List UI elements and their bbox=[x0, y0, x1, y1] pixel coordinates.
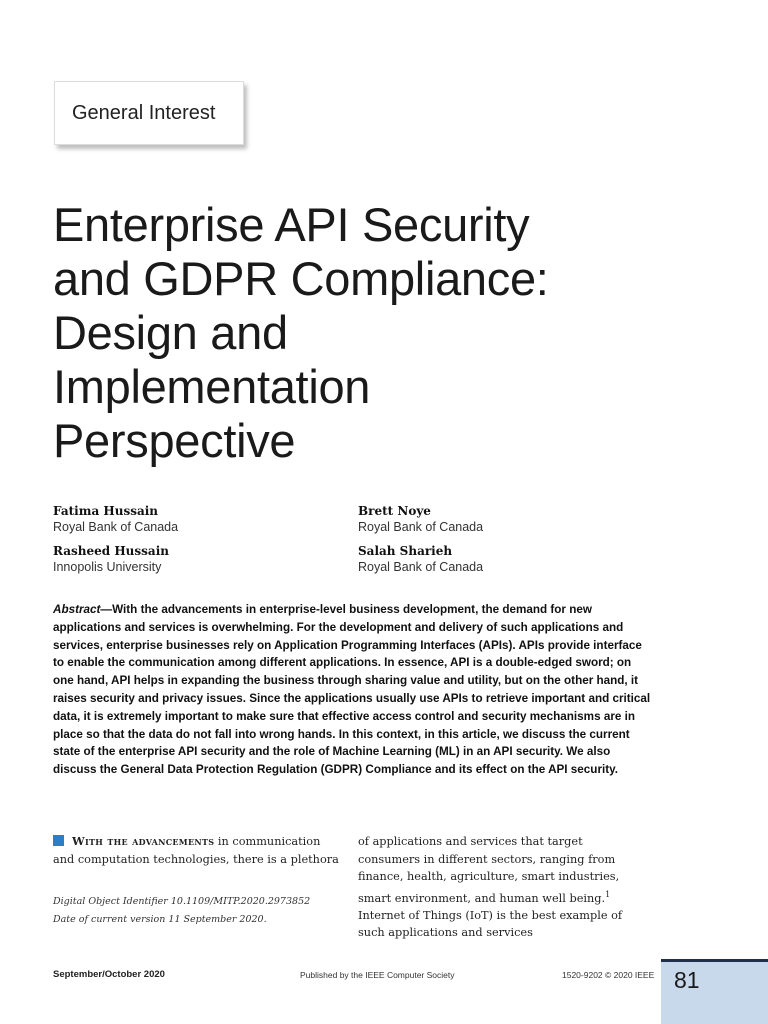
author-block bbox=[358, 544, 483, 574]
author-name: Salah Sharieh bbox=[358, 544, 453, 558]
abstract bbox=[53, 601, 653, 779]
body-text: in communication and computation technologies, there is a plethora bbox=[53, 835, 339, 866]
page-number: 81 bbox=[674, 967, 700, 993]
reference-marker[interactable]: 1 bbox=[605, 889, 611, 899]
section-marker-icon bbox=[53, 835, 64, 846]
body-column-right bbox=[358, 833, 648, 942]
author-affiliation: Royal Bank of Canada bbox=[53, 520, 179, 534]
author-affiliation: Royal Bank of Canada bbox=[358, 560, 484, 574]
author-name: Fatima Hussain bbox=[53, 504, 159, 518]
footer-publisher: Published by the IEEE Computer Society bbox=[300, 970, 455, 980]
body-column-left bbox=[53, 833, 343, 868]
body-text: Internet of Things (IoT) is the best example of such applications and services bbox=[358, 908, 623, 940]
doi-identifier: Digital Object Identifier 10.1109/MITP.2020.2973852 bbox=[53, 896, 311, 907]
author-affiliation: Innopolis University bbox=[53, 560, 162, 574]
author-block bbox=[53, 544, 169, 574]
author-block bbox=[53, 504, 178, 534]
page-number-box bbox=[661, 959, 768, 1024]
section-label: General Interest bbox=[72, 101, 216, 124]
footer-copyright: 1520-9202 © 2020 IEEE bbox=[562, 970, 655, 980]
author-affiliation: Royal Bank of Canada bbox=[358, 520, 484, 534]
section-tag bbox=[54, 81, 244, 145]
abstract-text: —With the advancements in enterprise-level business development, the demand for new applications and services is overwhelming. For the development and delivery of such applications and services, enterprise businesses rely on Application Programming Interfaces (APIs). APIs provide interface to enable the communication among different applications. In essence, API is a double-edged sword; on one hand, API helps in expanding the business through sharing value and utility, but on the other hand, it raises security and privacy issues. Since the applications usually use APIs to retrieve important and critical data, it is extremely important to make sure that effective access control and security mechanisms are in place so that the data do not fall into wrong hands. In this context, in this article, we discuss the current state of the enterprise API security and the role of Machine Learning (ML) in an API security. We also discuss the General Data Protection Regulation (GDPR) Compliance and its effect on the API security. bbox=[53, 603, 651, 777]
abstract-label: Abstract bbox=[53, 603, 101, 616]
author-name: Brett Noye bbox=[358, 504, 431, 518]
author-block bbox=[358, 504, 483, 534]
doi-block bbox=[53, 893, 353, 929]
body-text: of applications and services that target consumers in different sectors, ranging from finance, health, agriculture, smart industries, smart environment, and human well being. bbox=[358, 835, 620, 905]
lead-in: With the advancements bbox=[72, 834, 215, 848]
doi-date: Date of current version 11 September 2020. bbox=[53, 914, 267, 925]
article-title: Enterprise API Security and GDPR Compliance: Design and Implementation Perspective bbox=[53, 198, 549, 467]
footer-issue: September/October 2020 bbox=[53, 969, 165, 980]
author-name: Rasheed Hussain bbox=[53, 544, 169, 558]
